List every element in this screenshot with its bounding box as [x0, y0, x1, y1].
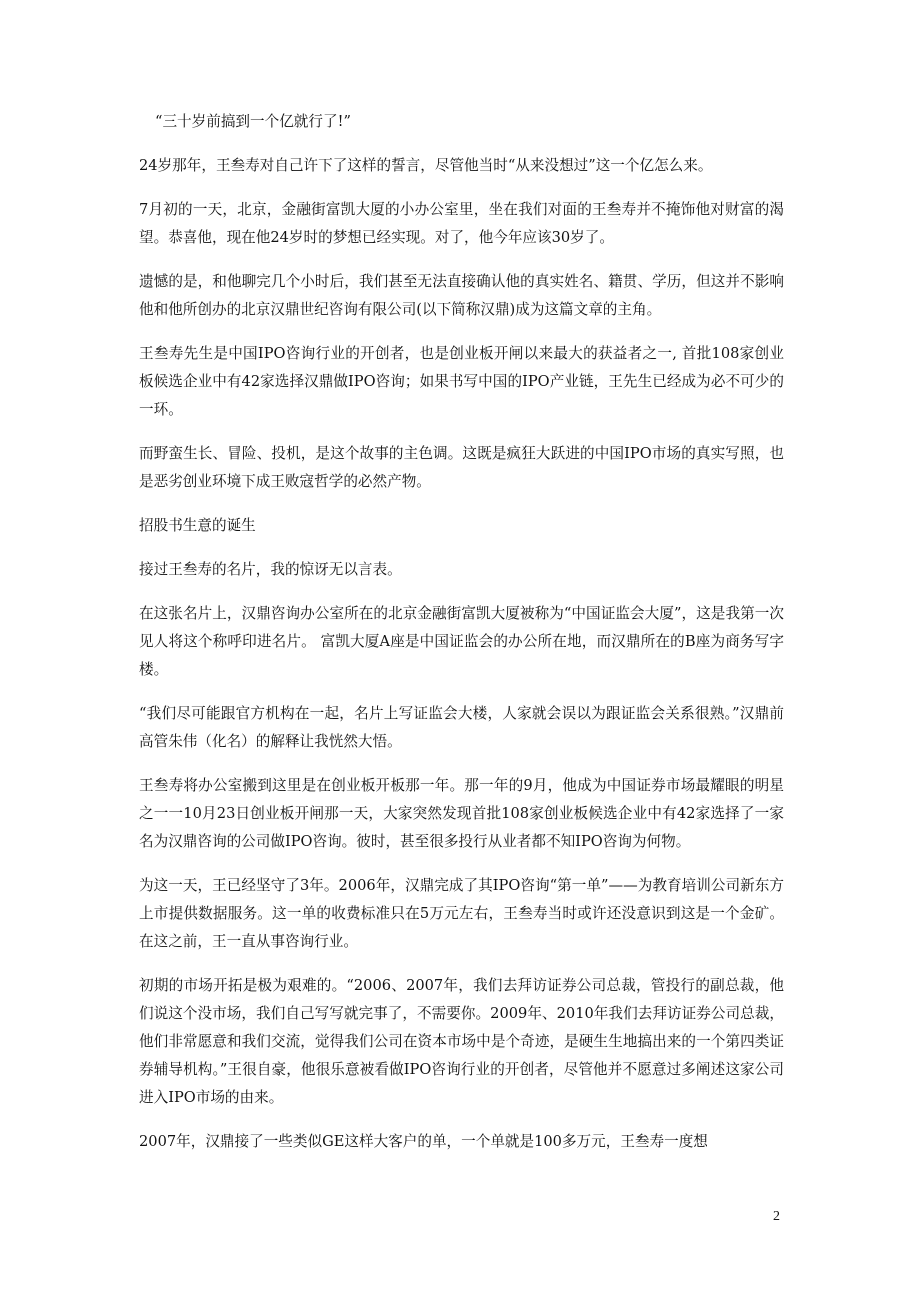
article-body — [139, 108, 784, 1172]
paragraph: 遗憾的是，和他聊完几个小时后，我们甚至无法直接确认他的真实姓名、籍贯、学历，但这并不影响他和他所创办的北京汉鼎世纪咨询有限公司(以下简称汉鼎)成为这篇文章的主角。 — [139, 273, 784, 318]
paragraph-quote-opening: “三十岁前搞到一个亿就行了!” — [155, 113, 351, 130]
paragraph: 王叁寿先生是中国IPO咨询行业的开创者，也是创业板开闸以来最大的获益者之一, 首批108家创业板候选企业中有42家选择汉鼎做IPO咨询；如果书写中国的IPO产业链，王先生已经成为必不可少的一环。 — [139, 345, 784, 418]
paragraph: 王叁寿将办公室搬到这里是在创业板开板那一年。那一年的9月，他成为中国证券市场最耀眼的明星之一一10月23日创业板开闸那一天，大家突然发现首批108家创业板候选企业中有42家选择了一家名为汉鼎咨询的公司做IPO咨询。彼时，甚至很多投行从业者都不知IPO咨询为何物。 — [139, 777, 784, 850]
paragraph: 为这一天，王已经坚守了3年。2006年，汉鼎完成了其IPO咨询“第一单”——为教育培训公司新东方上市提供数据服务。这一单的收费标准只在5万元左右，王叁寿当时或许还没意识到这是一个金矿。在这之前，王一直从事咨询行业。 — [139, 877, 784, 950]
paragraph: “我们尽可能跟官方机构在一起，名片上写证监会大楼，人家就会误以为跟证监会关系很熟。”汉鼎前高管朱伟（化名）的解释让我恍然大悟。 — [139, 705, 784, 750]
paragraph: 在这张名片上，汉鼎咨询办公室所在的北京金融街富凯大厦被称为“中国证监会大厦”，这是我第一次见人将这个称呼印进名片。 富凯大厦A座是中国证监会的办公所在地，而汉鼎所在的B座为商务写字楼。 — [139, 605, 784, 678]
paragraph: 2007年，汉鼎接了一些类似GE这样大客户的单，一个单就是100多万元，王叁寿一度想 — [139, 1133, 708, 1150]
paragraph: 24岁那年，王叁寿对自己许下了这样的誓言，尽管他当时“从来没想过”这一个亿怎么来。 — [139, 157, 713, 174]
paragraph: 而野蛮生长、冒险、投机，是这个故事的主色调。这既是疯狂大跃进的中国IPO市场的真实写照，也是恶劣创业环境下成王败寇哲学的必然产物。 — [139, 445, 784, 490]
paragraph: 初期的市场开拓是极为艰难的。“2006、2007年，我们去拜访证券公司总裁，管投行的副总裁，他们说这个没市场，我们自己写写就完事了，不需要你。2009年、2010年我们去拜访证券公司总裁，他们非常愿意和我们交流，觉得我们公司在资本市场中是个奇迹，是硬生生地搞出来的一个第四类证券辅导机构。”王很自豪，他很乐意被看做IPO咨询行业的开创者，尽管他并不愿意过多阐述这家公司进入IPO市场的由来。 — [139, 977, 784, 1106]
section-heading: 招股书生意的诞生 — [139, 517, 256, 534]
paragraph: 接过王叁寿的名片，我的惊讶无以言表。 — [139, 561, 402, 578]
paragraph: 7月初的一天，北京，金融街富凯大厦的小办公室里，坐在我们对面的王叁寿并不掩饰他对财富的渴望。恭喜他，现在他24岁时的梦想已经实现。对了，他今年应该30岁了。 — [139, 201, 784, 246]
page-number: 2 — [773, 1209, 780, 1224]
